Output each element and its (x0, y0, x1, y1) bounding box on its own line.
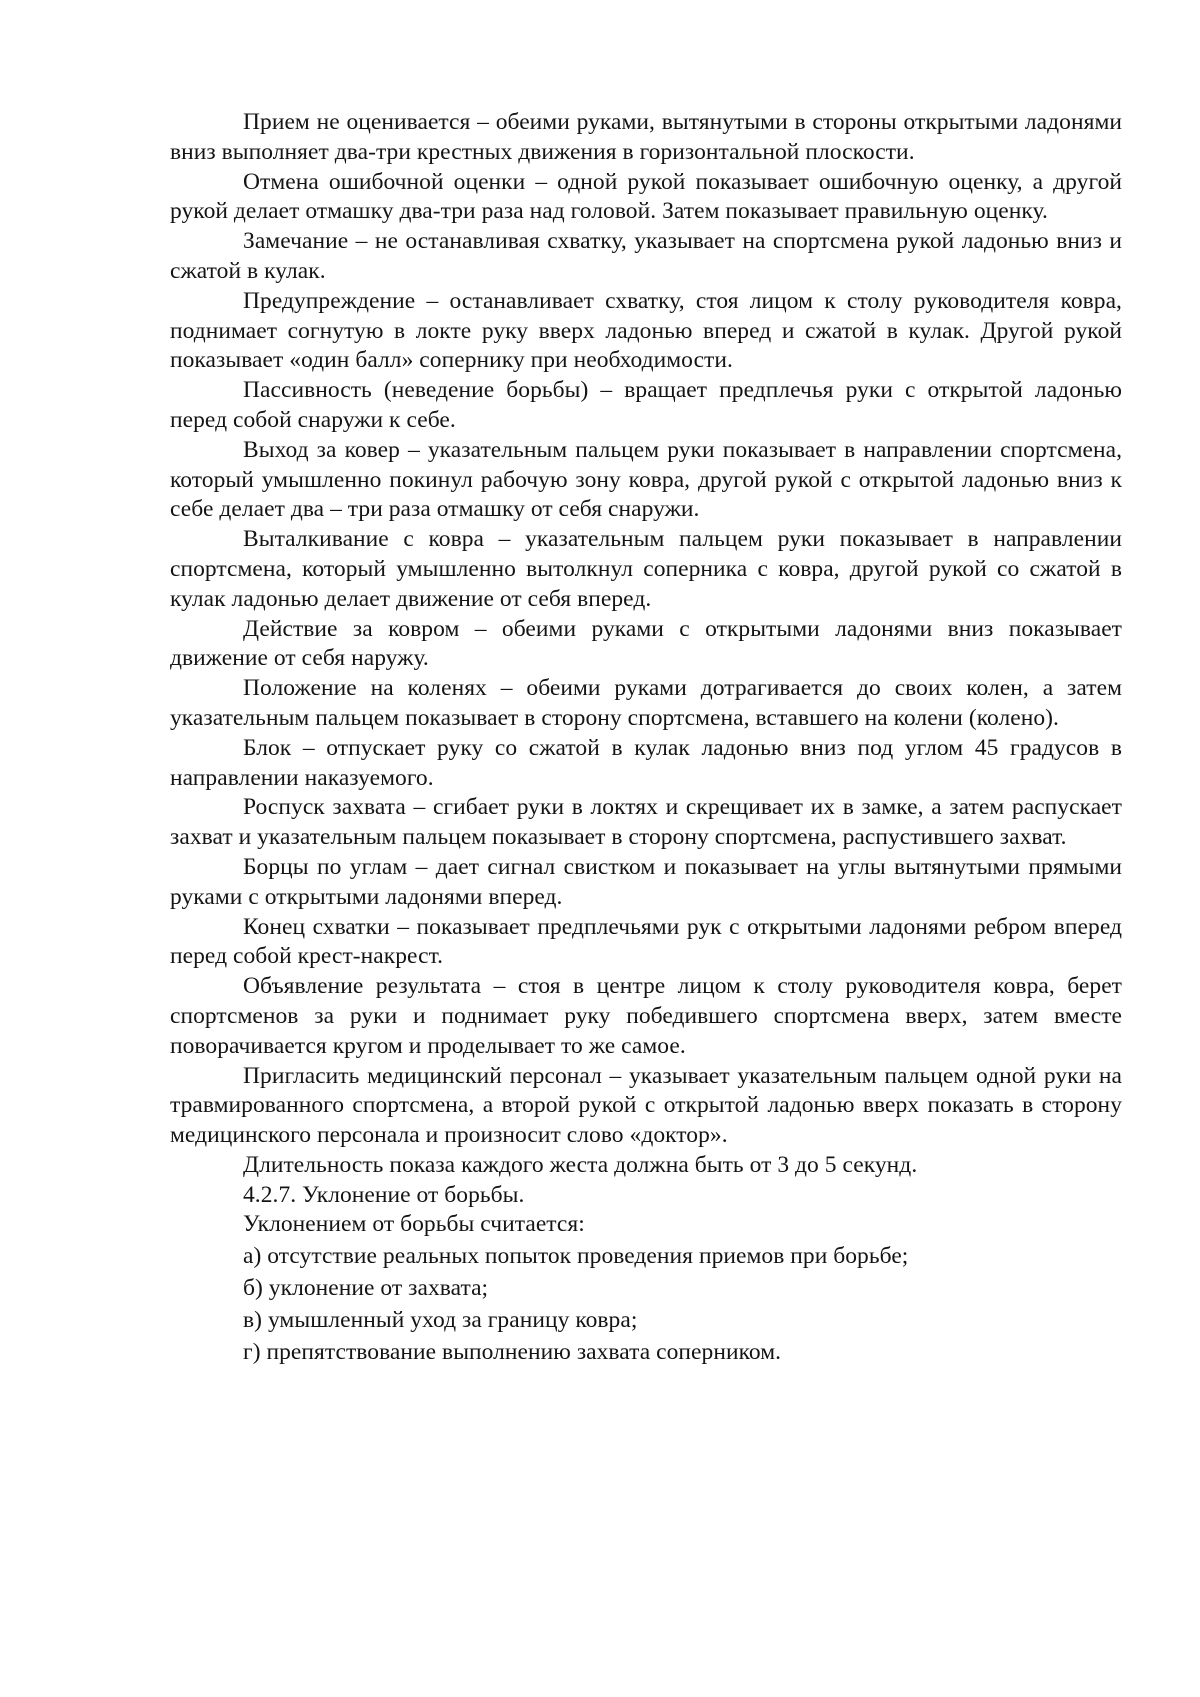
list-item-a: а) отсутствие реальных попыток проведения приемов при борьбе; (243, 1243, 909, 1270)
paragraph-cancel-score: Отмена ошибочной оценки – одной рукой показывает ошибочную оценку, а другой рукой делает отмашку два-три раза над головой. Затем показывает правильную оценку. (170, 168, 1122, 225)
paragraph-action-outside: Действие за ковром – обеими руками с открытыми ладонями вниз показывает движение от себя наружу. (170, 615, 1122, 672)
paragraph-remark: Замечание – не останавливая схватку, указывает на спортсмена рукой ладонью вниз и сжатой в кулак. (170, 228, 1122, 284)
paragraph-end-of-bout: Конец схватки – показывает предплечьями рук с открытыми ладонями ребром вперед перед собой крест-накрест. (170, 913, 1122, 970)
list-item-b: б) уклонение от захвата; (243, 1275, 489, 1302)
section-intro: Уклонением от борьбы считается: (243, 1211, 585, 1238)
list-item-c: в) умышленный уход за границу ковра; (243, 1306, 638, 1333)
paragraph-warning: Предупреждение – останавливает схватку, стоя лицом к столу руководителя ковра, поднимает согнутую в локте руку вверх ладонью вперед и сжатой в кулак. Другой рукой показывает «один балл» сопернику при необходимости. (170, 287, 1122, 374)
paragraph-passivity: Пассивность (неведение борьбы) – вращает предплечья руки с открытой ладонью перед собой снаружи к себе. (170, 377, 1122, 433)
paragraph-not-scored: Прием не оценивается – обеими руками, вытянутыми в стороны открытыми ладонями вниз выполняет два-три крестных движения в горизонтальной плоскости. (170, 109, 1122, 165)
paragraph-block: Блок – отпускает руку со сжатой в кулак ладонью вниз под углом 45 градусов в направлении наказуемого. (170, 734, 1122, 791)
paragraph-medical: Пригласить медицинский персонал – указывает указательным пальцем одной руки на травмированного спортсмена, а второй рукой с открытой ладонью вверх показать в сторону медицинского персонала и произносит слово «доктор». (170, 1062, 1122, 1149)
list-item-d: г) препятствование выполнению захвата соперником. (243, 1338, 782, 1365)
paragraph-duration: Длительность показа каждого жеста должна быть от 3 до 5 секунд. (243, 1151, 918, 1178)
paragraph-release-grip: Роспуск захвата – сгибает руки в локтях и скрещивает их в замке, а затем распускает захват и указательным пальцем показывает в сторону спортсмена, распустившего захват. (170, 794, 1122, 851)
section-heading: 4.2.7. Уклонение от борьбы. (243, 1181, 525, 1208)
paragraph-push-out: Выталкивание с ковра – указательным пальцем руки показывает в направлении спортсмена, который умышленно вытолкнул соперника с ковра, другой рукой со сжатой в кулак ладонью делает движение от себя вперед. (170, 526, 1122, 612)
paragraph-kneeling: Положение на коленях – обеими руками дотрагивается до своих колен, а затем указательным пальцем показывает в сторону спортсмена, вставшего на колени (колено). (170, 675, 1122, 731)
paragraph-out-of-mat: Выход за ковер – указательным пальцем руки показывает в направлении спортсмена, который умышленно покинул рабочую зону ковра, другой рукой с открытой ладонью вниз к себе делает два – три раза отмашку от себя снаружи. (170, 436, 1122, 523)
paragraph-result: Объявление результата – стоя в центре лицом к столу руководителя ковра, берет спортсменов за руки и поднимает руку победившего спортсмена вверх, затем вместе поворачивается кругом и проделывает то же самое. (170, 973, 1122, 1059)
document-body (170, 108, 1122, 1367)
paragraph-corners: Борцы по углам – дает сигнал свистком и показывает на углы вытянутыми прямыми руками с открытыми ладонями вперед. (170, 853, 1122, 910)
